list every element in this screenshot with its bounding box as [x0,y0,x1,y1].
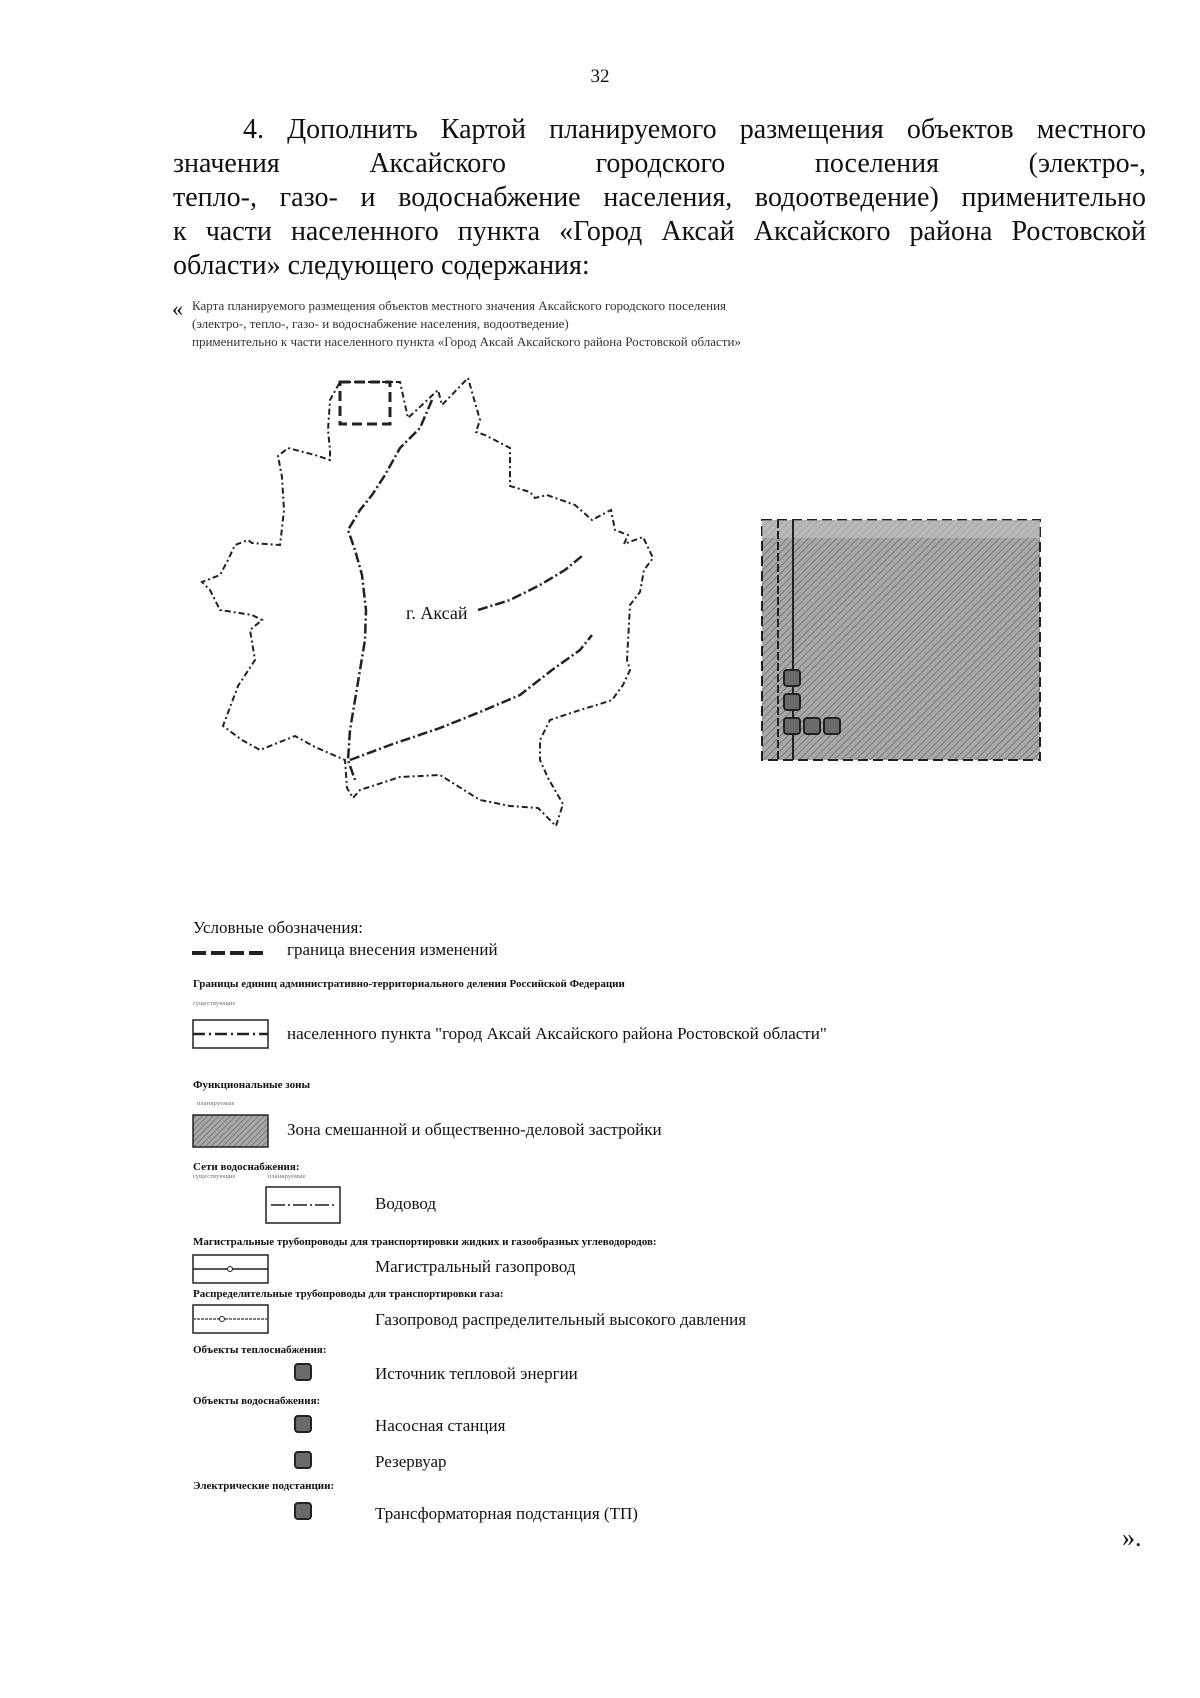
settlement-boundary [202,378,653,826]
legend-water-obj-header: Объекты водоснабжения: [193,1395,321,1407]
map-title-line-2: (электро-, тепло-, газо- и водоснабжение населения, водоотведение) [192,316,569,331]
intro-line-1: 4. Дополнить Картой планируемого размещения объектов местного [243,114,1146,145]
legend-mixed-zone: Зона смешанной и общественно-деловой застройки [287,1120,662,1139]
legend-water-net-sub-planned: планируемые [268,1174,306,1180]
gas-pipe-line [350,635,592,760]
opening-quote: « [172,296,183,321]
closing-quote: ». [1122,1523,1142,1552]
water-pipe-line [348,400,432,780]
transformer-icon [294,1502,312,1520]
page-number: 32 [590,66,610,87]
pump-station-icon [784,718,800,734]
legend-admin-sub: существующие [193,1001,236,1007]
intro-line-5: области» следующего содержания: [173,250,590,281]
dist-gas-symbol [192,1304,269,1334]
legend-dist-header: Распределительные трубопроводы для транспортировки газа: [193,1288,504,1300]
legend-settlement: населенного пункта "город Аксай Аксайского района Ростовской области" [287,1024,827,1043]
legend-pump-station: Насосная станция [375,1416,506,1435]
legend-title: Условные обозначения: [193,918,364,937]
map-title-line-1: Карта планируемого размещения объектов местного значения Аксайского городского поселения [192,298,727,313]
legend-trunk-header: Магистральные трубопроводы для транспортировки жидких и газообразных углеводородов: [193,1236,657,1248]
intro-line-3: тепло-, газо- и водоснабжение населения, водоотведение) применительно [173,182,1146,213]
map-title-line-3: применительно к части населенного пункта «Город Аксай Аксайского района Ростовской области» [192,334,741,349]
legend-change-boundary: граница внесения изменений [287,940,498,959]
legend-trunk-gas: Магистральный газопровод [375,1257,576,1276]
intro-line-2: значения Аксайского городского поселения (электро-, [173,148,1146,179]
change-boundary-inset [340,382,390,424]
mixed-zone-symbol [192,1114,269,1148]
gas-pipe-branch [478,556,582,610]
change-boundary-symbol [192,948,268,958]
map-title [192,297,741,351]
legend-heat-header: Объекты теплоснабжения: [193,1344,327,1356]
intro-paragraph [173,113,1146,283]
reservoir-icon [824,718,840,734]
legend-admin-header: Границы единиц административно-территориального деления Российской Федерации [193,978,625,990]
reservoir-icon [294,1451,312,1469]
legend-heat-source: Источник тепловой энергии [375,1364,578,1383]
trunk-gas-symbol [192,1254,269,1284]
reservoir-icon [804,718,820,734]
heat-source-icon [784,670,800,686]
intro-line-4: к части населенного пункта «Город Аксай Аксайского района Ростовской [173,216,1146,247]
legend-water-net-sub-existing: существующие [193,1174,236,1180]
pump-station-icon [294,1415,312,1433]
water-pipe-symbol [265,1186,341,1224]
legend-water-net-header: Сети водоснабжения: [193,1161,300,1173]
legend-water-pipe: Водовод [375,1194,437,1213]
legend-functional-header: Функциональные зоны [193,1079,311,1091]
legend-reservoir: Резервуар [375,1452,447,1471]
transformer-icon [784,694,800,710]
settlement-boundary-symbol [192,1019,269,1049]
legend-dist-gas: Газопровод распределительный высокого давления [375,1310,747,1329]
legend-transformer: Трансформаторная подстанция (ТП) [375,1504,638,1523]
legend-functional-sub: планируемые [197,1101,235,1107]
legend-substation-header: Электрические подстанции: [193,1480,335,1492]
heat-source-icon [294,1363,312,1381]
map [180,360,1060,910]
city-label: г. Аксай [406,603,468,623]
